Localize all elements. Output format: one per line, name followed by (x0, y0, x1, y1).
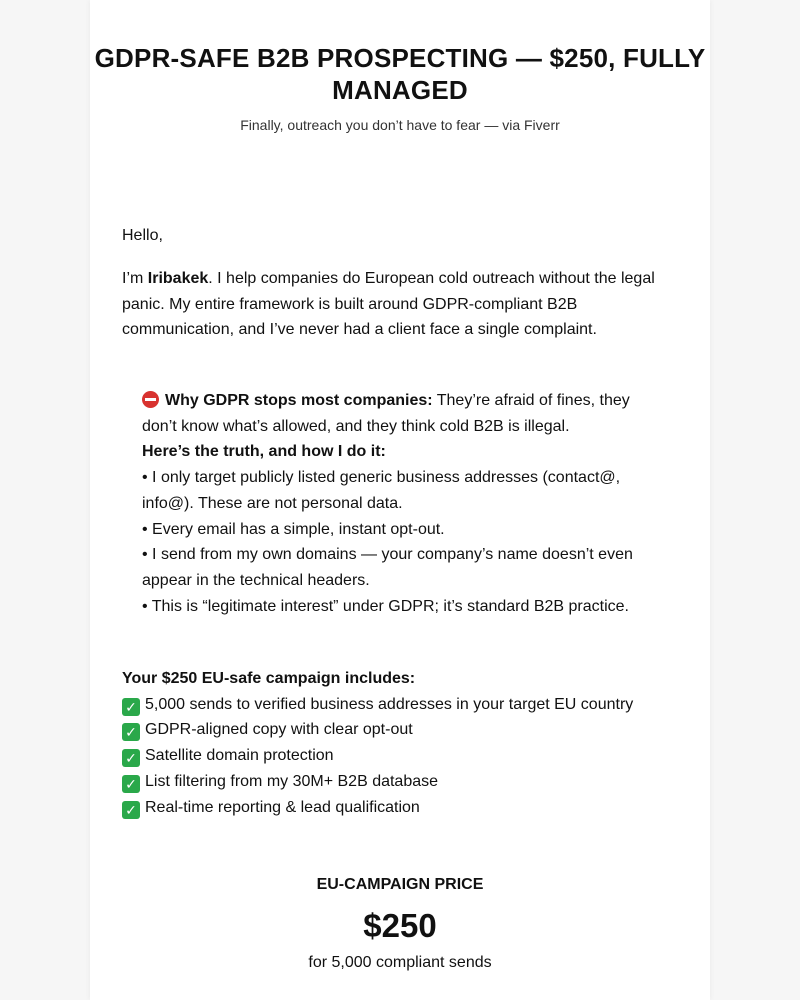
includes-heading-text: Your $250 EU-safe campaign includes: (122, 670, 416, 687)
truth-heading-text: Here’s the truth, and how I do it: (142, 443, 386, 461)
no-entry-icon (142, 391, 159, 408)
list-item-text: Real-time reporting & lead qualification (145, 798, 420, 816)
price-label: EU-CAMPAIGN PRICE (316, 876, 484, 893)
list-item (122, 795, 682, 821)
check-mark-icon: ✓ (122, 749, 140, 767)
intro-paragraph (122, 266, 670, 343)
list-item (122, 769, 682, 795)
gdpr-callout (142, 388, 642, 619)
sender-name: Iribakek (147, 270, 209, 287)
why-paragraph (142, 388, 642, 439)
page-title: GDPR-SAFE B2B PROSPECTING — $250, FULLY MANAGED (94, 43, 706, 105)
intro-prefix: I’m (122, 270, 148, 287)
check-mark-icon: ✓ (122, 775, 140, 793)
list-item (122, 692, 682, 718)
list-item-text: 5,000 sends to verified business addresses in your target EU country (145, 695, 634, 713)
list-item-text: GDPR-aligned copy with clear opt-out (145, 721, 413, 739)
list-item (122, 743, 682, 769)
truth-heading (142, 439, 642, 465)
why-heading: Why GDPR stops most companies: (165, 392, 433, 409)
callout-bullet: • This is “legitimate interest” under GDPR; it’s standard B2B practice. (142, 597, 629, 615)
list-item-text: Satellite domain protection (145, 747, 334, 765)
includes-heading (122, 666, 682, 692)
check-mark-icon: ✓ (122, 698, 140, 716)
price-block (90, 876, 710, 972)
callout-bullet: • Every email has a simple, instant opt-out. (142, 520, 445, 538)
check-mark-icon: ✓ (122, 723, 140, 741)
price-value: $250 (363, 907, 437, 944)
callout-bullet: • I send from my own domains — your company’s name doesn’t even appear in the technical headers. (142, 546, 633, 589)
intro-rest: . I help companies do European cold outreach without the legal panic. My entire framework is built around GDPR-compliant B2B communication, and I’ve never had a client face a single complaint. (122, 270, 655, 339)
why-text: They’re afraid of fines, they don’t know what’s allowed, and they think cold B2B is illegal. (142, 392, 630, 435)
check-mark-icon: ✓ (122, 801, 140, 819)
includes-list (122, 666, 682, 820)
page-subtitle: Finally, outreach you don’t have to fear — via Fiverr (240, 117, 560, 133)
price-note: for 5,000 compliant sends (308, 954, 492, 971)
list-item (122, 717, 682, 743)
email-card (90, 0, 710, 1000)
list-item-text: List filtering from my 30M+ B2B database (145, 772, 439, 790)
greeting: Hello, (122, 227, 163, 244)
callout-bullet: • I only target publicly listed generic business addresses (contact@, info@). These are not personal data. (142, 469, 621, 512)
